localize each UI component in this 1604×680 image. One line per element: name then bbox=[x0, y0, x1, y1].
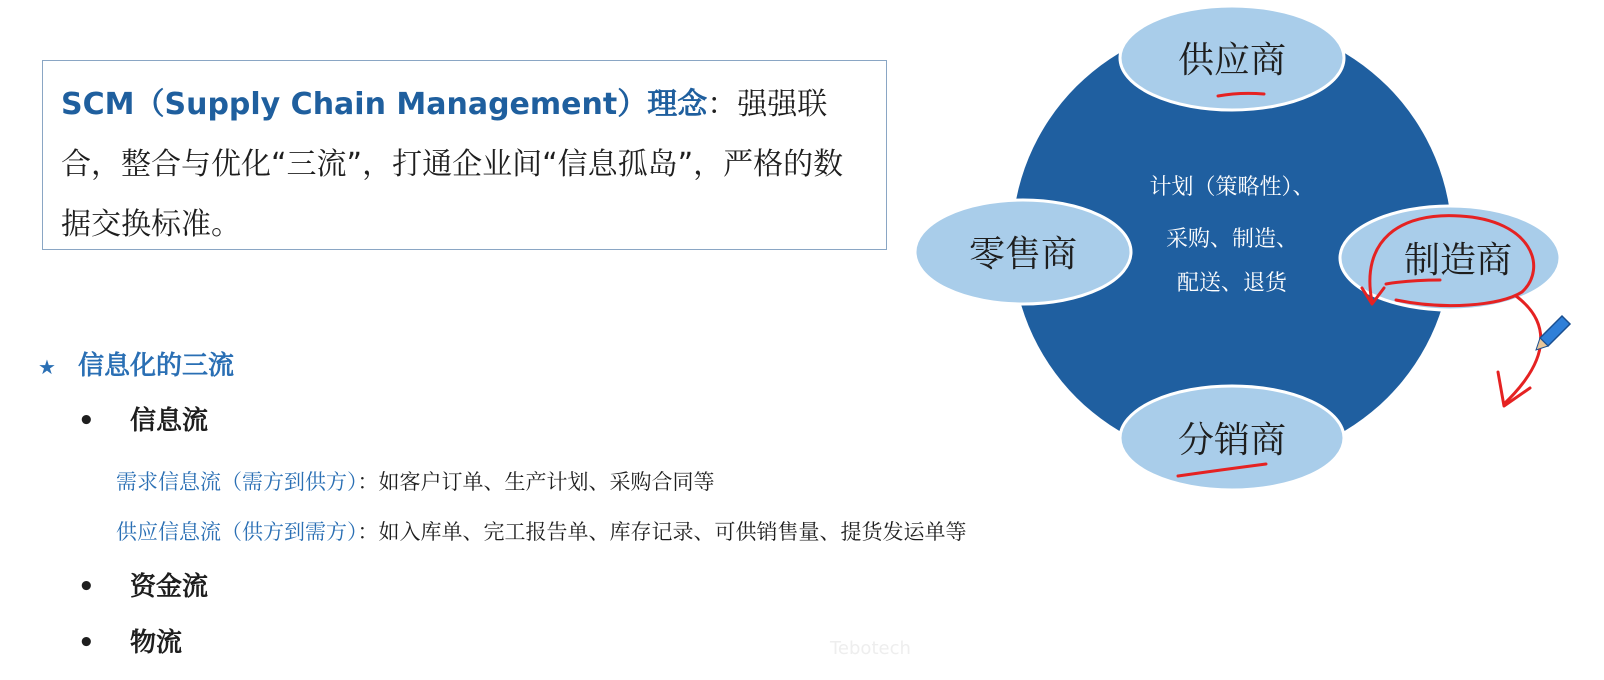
node-retailer bbox=[915, 200, 1131, 304]
scm-definition-text: ：强强联合，整合与优化“三流”，打通企业间“信息孤岛”，严格的数据交换标准。 bbox=[61, 87, 844, 242]
node-distributor-label: 分销商 bbox=[1177, 420, 1287, 461]
subflow-label: 需求信息流（需方到供方） bbox=[116, 470, 358, 494]
arrow-annotation bbox=[1498, 372, 1530, 406]
bullet-icon: • bbox=[78, 628, 95, 658]
node-distributor bbox=[1120, 386, 1344, 490]
node-manufacturer-label: 制造商 bbox=[1403, 240, 1513, 281]
flow-label: 信息流 bbox=[130, 406, 209, 436]
star-icon: ★ bbox=[38, 355, 56, 379]
bullet-icon: • bbox=[78, 572, 95, 602]
bullet-icon: • bbox=[78, 406, 95, 436]
node-retailer-label: 零售商 bbox=[968, 234, 1078, 275]
center-text-line-2: 采购、制造、 bbox=[1165, 227, 1299, 252]
section-heading-text: 信息化的三流 bbox=[78, 351, 235, 381]
curved-arrow-annotation bbox=[1504, 296, 1541, 404]
flow-label: 物流 bbox=[130, 628, 183, 658]
node-supplier-label: 供应商 bbox=[1177, 40, 1287, 81]
center-text-line-3: 配送、退货 bbox=[1176, 271, 1288, 296]
subflow-text: ：如客户订单、生产计划、采购合同等 bbox=[357, 470, 715, 494]
flow-label: 资金流 bbox=[130, 572, 209, 602]
subflow-label: 供应信息流（供方到需方） bbox=[116, 520, 358, 544]
scm-term: SCM（Supply Chain Management）理念 bbox=[61, 87, 708, 122]
center-text-line-1: 计划（策略性）、 bbox=[1149, 175, 1315, 200]
subflow-text: ：如入库单、完工报告单、库存记录、可供销售量、提货发运单等 bbox=[357, 520, 967, 544]
watermark: Tebotech bbox=[830, 638, 911, 659]
